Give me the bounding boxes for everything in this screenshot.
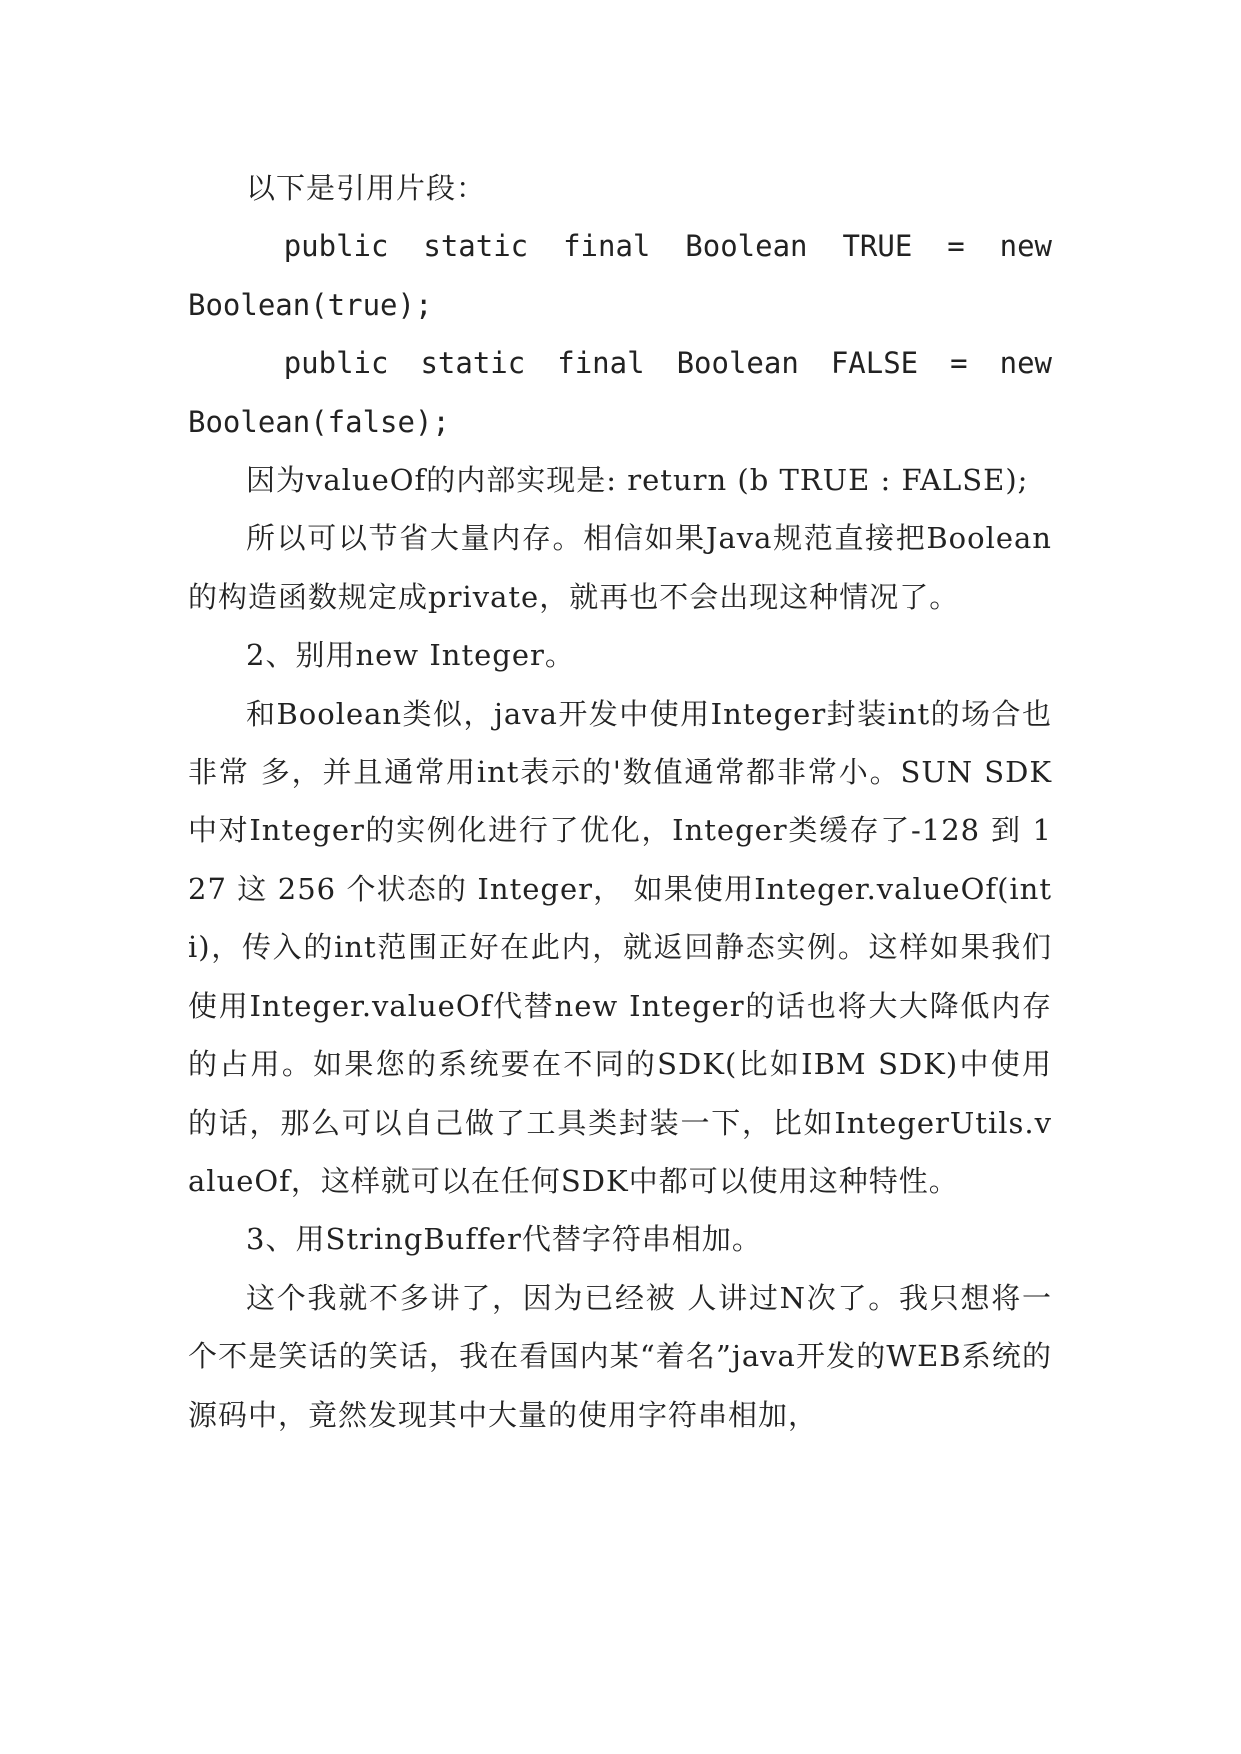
paragraph-save-memory: 所以可以节省大量内存。相信如果Java规范直接把Boolean的构造函数规定成private，就再也不会出现这种情况了。 xyxy=(188,521,1052,614)
heading-item-3: 3、用StringBuffer代替字符串相加。 xyxy=(246,1222,762,1257)
document-body xyxy=(188,159,1052,1444)
heading-item-2: 2、别用new Integer。 xyxy=(246,638,575,673)
paragraph-integer-cache: 和Boolean类似，java开发中使用Integer封装int的场合也非常 多，并且通常用int表示的'数值通常都非常小。SUN SDK中对Integer的实例化进行了优化，Integer类缓存了-128 到 127 这 256 个状态的 Integer， 如果使用Integer.valueOf(int i)，传入的int范围正好在此内，就返回静态实例。这样如果我们使用Integer.valueOf代替new Integer的话也将大大降低内存的占用。如果您的系统要在不同的SDK(比如IBM SDK)中使用的话，那么可以自己做了工具类封装一下，比如IntegerUtils.valueOf，这样就可以在任何SDK中都可以使用这种特性。 xyxy=(188,696,1052,1198)
paragraph-quote-intro: 以下是引用片段： xyxy=(246,171,487,205)
paragraph-valueof-impl: 因为valueOf的内部实现是: return (b TRUE : FALSE); xyxy=(246,463,1029,498)
paragraph-stringbuffer: 这个我就不多讲了，因为已经被 人讲过N次了。我只想将一个不是笑话的笑话，我在看国内某“着名”java开发的WEB系统的源码中，竟然发现其中大量的使用字符串相加， xyxy=(188,1280,1052,1432)
code-line-true: public static final Boolean TRUE = new Boolean(true); xyxy=(188,229,1052,322)
code-line-false: public static final Boolean FALSE = new Boolean(false); xyxy=(188,346,1052,439)
